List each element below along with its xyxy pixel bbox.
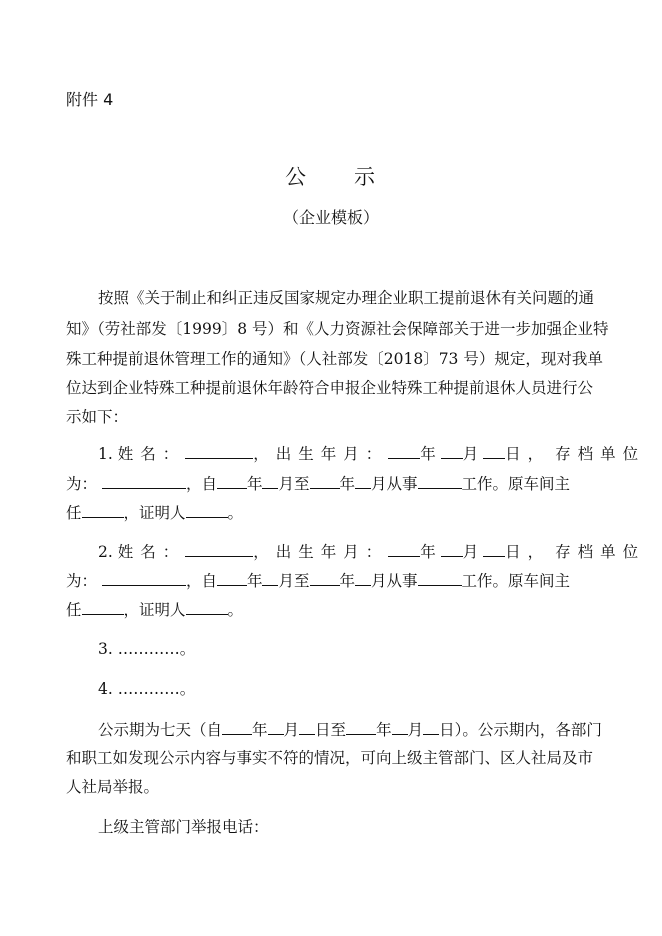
entry-1-to-month-blank[interactable] <box>355 472 371 489</box>
entry-2-director-blank[interactable] <box>82 598 124 615</box>
intro-line-2: 知》（劳社部发〔1999〕8 号）和《人力资源社会保障部关于进一步加强企业特 <box>66 320 609 338</box>
period-line-3: 人社局举报。 <box>66 778 160 796</box>
period-end-month-blank[interactable] <box>392 718 408 735</box>
entry-2-line-2: 为： ，自 年 月至 年 月从事 工作。原车间主 <box>66 569 570 591</box>
entry-2-from-year-blank[interactable] <box>217 569 247 586</box>
entry-1-job-blank[interactable] <box>418 472 462 489</box>
entry-1-witness-blank[interactable] <box>186 501 228 518</box>
entry-2-witness-blank[interactable] <box>186 598 228 615</box>
intro-line-3: 殊工种提前退休管理工作的通知》（人社部发〔2018〕73 号）规定，现对我单 <box>66 350 603 368</box>
entry-2-birth-year-blank[interactable] <box>388 540 420 557</box>
entry-1-to-year-blank[interactable] <box>310 472 340 489</box>
entry-1-birth-year-blank[interactable] <box>388 442 420 459</box>
period-end-year-blank[interactable] <box>346 718 376 735</box>
entry-2-line-3: 任 ，证明人 。 <box>66 598 243 620</box>
item-3: 3. …………。 <box>98 640 196 658</box>
entry-2-name-blank[interactable] <box>185 540 253 557</box>
entry-1-director-blank[interactable] <box>82 501 124 518</box>
entry-1-line-2: 为： ，自 年 月至 年 月从事 工作。原车间主 <box>66 472 570 494</box>
period-end-day-blank[interactable] <box>423 718 439 735</box>
entry-1-birth-month-blank[interactable] <box>441 442 463 459</box>
entry-2-archive-unit-blank[interactable] <box>102 569 186 586</box>
intro-line-5: 示如下： <box>66 408 129 426</box>
title-char-1: 公 <box>285 165 308 189</box>
entry-1-from-year-blank[interactable] <box>217 472 247 489</box>
page-title <box>0 161 662 191</box>
period-line-1: 公示期为七天（自 年 月 日至 年 月 日）。公示期内，各部门 <box>98 718 602 740</box>
entry-2-birth-day-blank[interactable] <box>483 540 505 557</box>
period-line-2: 和职工如发现公示内容与事实不符的情况，可向上级主管部门、区人社局及市 <box>66 749 594 767</box>
entry-2-to-year-blank[interactable] <box>310 569 340 586</box>
attachment-label: 附件 4 <box>66 90 114 109</box>
title-char-2: 示 <box>354 165 377 189</box>
period-start-year-blank[interactable] <box>222 718 252 735</box>
entry-2-to-month-blank[interactable] <box>355 569 371 586</box>
entry-1-line-1: 1. 姓名： ，出生年月： 年 月 日， 存档单位 <box>98 442 645 464</box>
item-4: 4. …………。 <box>98 680 196 698</box>
entry-1-line-3: 任 ，证明人 。 <box>66 501 243 523</box>
intro-line-4: 位达到企业特殊工种提前退休年龄符合申报企业特殊工种提前退休人员进行公 <box>66 379 594 397</box>
entry-1-archive-unit-blank[interactable] <box>102 472 186 489</box>
period-start-day-blank[interactable] <box>299 718 315 735</box>
hotline-label: 上级主管部门举报电话： <box>98 818 269 836</box>
entry-2-from-month-blank[interactable] <box>262 569 278 586</box>
entry-2-birth-month-blank[interactable] <box>441 540 463 557</box>
entry-1-birth-day-blank[interactable] <box>483 442 505 459</box>
intro-line-1: 按照《关于制止和纠正违反国家规定办理企业职工提前退休有关问题的通 <box>98 289 595 307</box>
period-start-month-blank[interactable] <box>268 718 284 735</box>
subtitle: （企业模板） <box>282 208 379 227</box>
entry-1-name-blank[interactable] <box>185 442 253 459</box>
entry-2-line-1: 2. 姓名： ，出生年月： 年 月 日， 存档单位 <box>98 540 645 562</box>
entry-2-job-blank[interactable] <box>418 569 462 586</box>
entry-1-from-month-blank[interactable] <box>262 472 278 489</box>
